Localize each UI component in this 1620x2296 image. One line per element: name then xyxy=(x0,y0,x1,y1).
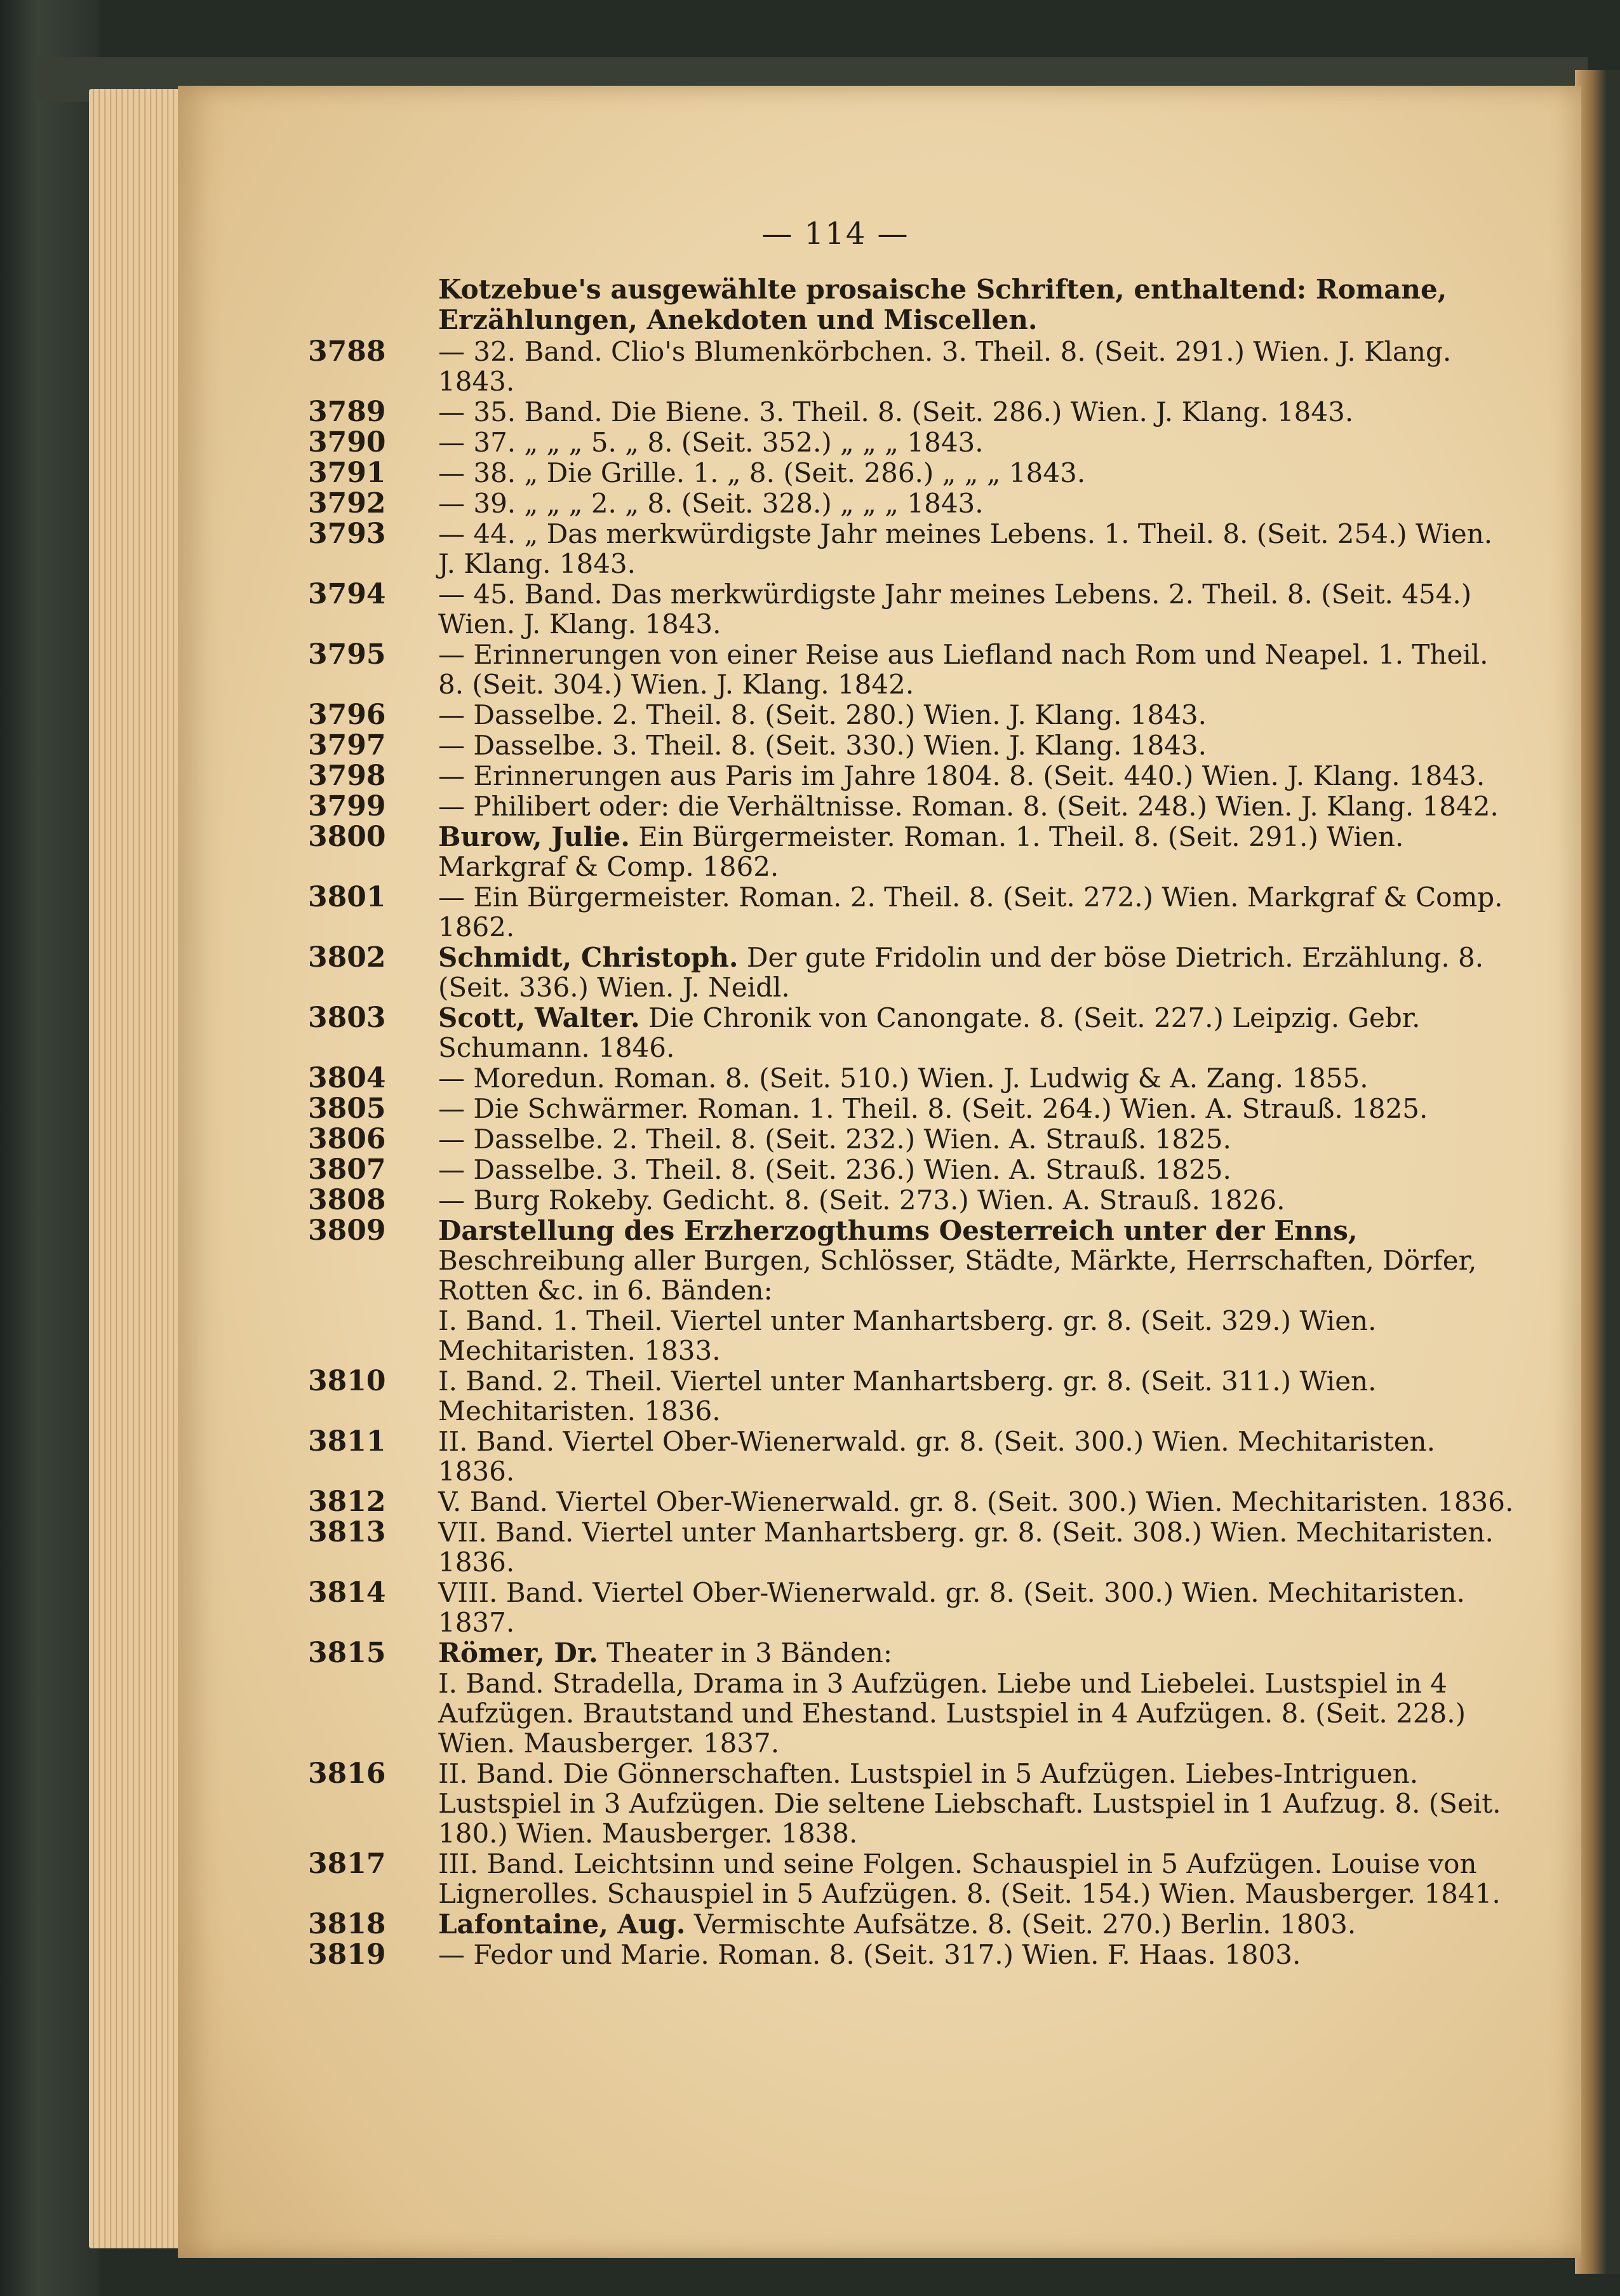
catalog-entry xyxy=(308,1757,1518,1849)
catalog-entry xyxy=(308,1092,1518,1125)
entry-text: — 44. „ Das merkwürdigste Jahr meines Lebens. 1. Theil. 8. (Seit. 254.) Wien. J. Klang. 1843. xyxy=(438,518,1493,579)
entry-number: 3789 xyxy=(308,396,386,428)
entry-text: Ein Bürgermeister. Roman. 1. Theil. 8. (Seit. 291.) Wien. Markgraf & Comp. 1862. xyxy=(438,821,1404,882)
catalog-entry xyxy=(308,1425,1518,1487)
entry-number: 3813 xyxy=(308,1516,386,1548)
entry-number: 3816 xyxy=(308,1757,386,1790)
entry-text: — Dasselbe. 3. Theil. 8. (Seit. 236.) Wien. A. Strauß. 1825. xyxy=(438,1154,1231,1185)
entry-text: — Dasselbe. 2. Theil. 8. (Seit. 232.) Wien. A. Strauß. 1825. xyxy=(438,1124,1231,1155)
section-lead: Kotzebue's ausgewählte prosaische Schriften, enthaltend: Romane, Erzählungen, Anekdoten und Miscellen. xyxy=(438,274,1447,335)
entry-text: I. Band. 2. Theil. Viertel unter Manhartsberg. gr. 8. (Seit. 311.) Wien. Mechitaristen. 1836. xyxy=(438,1366,1377,1427)
entry-author: Burow, Julie. xyxy=(438,821,630,852)
entry-number: 3818 xyxy=(308,1908,386,1940)
entry-number: 3804 xyxy=(308,1062,386,1094)
entry-text: — 39. „ „ „ 2. „ 8. (Seit. 328.) „ „ „ 1843. xyxy=(438,488,984,519)
catalog-entry xyxy=(308,638,1518,700)
entry-text: V. Band. Viertel Ober-Wienerwald. gr. 8. (Seit. 300.) Wien. Mechitaristen. 1836. xyxy=(438,1486,1514,1517)
catalog-entry xyxy=(308,1938,1518,1971)
entry-text: III. Band. Leichtsinn und seine Folgen. Schauspiel in 5 Aufzügen. Louise von Lignerolles. Schauspiel in 5 Aufzügen. 8. (Seit. 154.) Wien. Mausberger. 1841. xyxy=(438,1848,1501,1909)
entry-number: 3814 xyxy=(308,1576,386,1609)
entry-number: 3790 xyxy=(308,426,386,459)
entry-number: 3800 xyxy=(308,821,386,853)
catalog-entry xyxy=(308,487,1518,520)
entry-text: — 45. Band. Das merkwürdigste Jahr meines Lebens. 2. Theil. 8. (Seit. 454.) Wien. J. Klang. 1843. xyxy=(438,579,1472,640)
entry-text: — Dasselbe. 2. Theil. 8. (Seit. 280.) Wien. J. Klang. 1843. xyxy=(438,699,1207,730)
entry-number: 3803 xyxy=(308,1002,386,1034)
catalog-entry xyxy=(308,1908,1518,1940)
catalog-entry xyxy=(308,1062,1518,1094)
entry-number: 3795 xyxy=(308,638,386,671)
entry-text: — Dasselbe. 3. Theil. 8. (Seit. 330.) Wien. J. Klang. 1843. xyxy=(438,730,1207,761)
catalog-entry xyxy=(308,1576,1518,1638)
entry-text: II. Band. Die Gönnerschaften. Lustspiel in 5 Aufzügen. Liebes-Intriguen. Lustspiel in 3 Aufzügen. Die seltene Liebschaft. Lustspiel in 1 Aufzug. 8. (Seit. 180.) Wien. Mausberger. 1838. xyxy=(438,1758,1501,1849)
entry-text: — 35. Band. Die Biene. 3. Theil. 8. (Seit. 286.) Wien. J. Klang. 1843. xyxy=(438,396,1354,427)
catalog-entry xyxy=(308,426,1518,459)
catalog-entry xyxy=(308,1365,1518,1427)
catalog-entry xyxy=(308,1184,1518,1216)
entry-text: Die Chronik von Canongate. 8. (Seit. 227.) Leipzig. Gebr. Schumann. 1846. xyxy=(438,1002,1421,1063)
entry-text: VIII. Band. Viertel Ober-Wienerwald. gr. 8. (Seit. 300.) Wien. Mechitaristen. 1837. xyxy=(438,1577,1465,1638)
entry-text: — Die Schwärmer. Roman. 1. Theil. 8. (Seit. 264.) Wien. A. Strauß. 1825. xyxy=(438,1093,1428,1124)
entry-number: 3796 xyxy=(308,699,386,731)
catalog-entry xyxy=(308,335,1518,397)
entry-text: — 32. Band. Clio's Blumenkörbchen. 3. Theil. 8. (Seit. 291.) Wien. J. Klang. 1843. xyxy=(438,336,1452,397)
entry-text: — Philibert oder: die Verhältnisse. Roman. 8. (Seit. 248.) Wien. J. Klang. 1842. xyxy=(438,791,1499,822)
catalog-entry xyxy=(308,1002,1518,1063)
entry-author: Römer, Dr. xyxy=(438,1637,598,1668)
entry-text: — Ein Bürgermeister. Roman. 2. Theil. 8. (Seit. 272.) Wien. Markgraf & Comp. 1862. xyxy=(438,882,1503,943)
catalog-entry xyxy=(308,1153,1518,1186)
entry-number: 3807 xyxy=(308,1153,386,1186)
entry-text: II. Band. Viertel Ober-Wienerwald. gr. 8. (Seit. 300.) Wien. Mechitaristen. 1836. xyxy=(438,1426,1435,1487)
entry-author: Schmidt, Christoph. xyxy=(438,942,739,973)
entry-number: 3799 xyxy=(308,790,386,822)
catalog-entry xyxy=(308,396,1518,428)
entry-text: Beschreibung aller Burgen, Schlösser, Städte, Märkte, Herrschaften, Dörfer, Rotten &c. in 6. Bänden: xyxy=(438,1245,1477,1306)
entry-text: I. Band. 1. Theil. Viertel unter Manhartsberg. gr. 8. (Seit. 329.) Wien. Mechitaristen. 1833. xyxy=(438,1305,1377,1366)
entry-text: I. Band. Stradella, Drama in 3 Aufzügen. Liebe und Liebelei. Lustspiel in 4 Aufzügen. Brautstand und Ehestand. Lustspiel in 4 Aufzügen. 8. (Seit. 228.) Wien. Mausberger. 1837. xyxy=(438,1668,1466,1759)
entry-number: 3811 xyxy=(308,1425,386,1458)
catalog-entry xyxy=(308,790,1518,822)
catalog-entry xyxy=(308,1214,1518,1306)
entry-number: 3797 xyxy=(308,729,386,762)
page-edges xyxy=(89,89,184,2248)
catalog-entry xyxy=(438,1306,1518,1366)
entry-number: 3812 xyxy=(308,1486,386,1518)
entry-number: 3788 xyxy=(308,335,386,368)
entry-number: 3805 xyxy=(308,1092,386,1125)
catalog-entry xyxy=(308,1123,1518,1155)
catalog-entry xyxy=(308,821,1518,882)
catalog-entry xyxy=(308,1848,1518,1909)
catalog-entry xyxy=(308,1637,1518,1669)
entry-author: Scott, Walter. xyxy=(438,1002,640,1033)
catalog-entry xyxy=(308,578,1518,640)
entry-number: 3817 xyxy=(308,1848,386,1880)
entry-number: 3794 xyxy=(308,578,386,610)
entry-list xyxy=(308,335,1518,1971)
entry-author: Darstellung des Erzherzogthums Oesterreich unter der Enns, xyxy=(438,1215,1358,1246)
catalog-listing xyxy=(308,274,1518,1971)
entry-text: VII. Band. Viertel unter Manhartsberg. gr. 8. (Seit. 308.) Wien. Mechitaristen. 1836. xyxy=(438,1517,1494,1578)
entry-author: Lafontaine, Aug. xyxy=(438,1909,686,1940)
entry-number: 3792 xyxy=(308,487,386,520)
right-page-edge xyxy=(1575,70,1620,2274)
entry-number: 3808 xyxy=(308,1184,386,1216)
entry-text: — Moredun. Roman. 8. (Seit. 510.) Wien. J. Ludwig & A. Zang. 1855. xyxy=(438,1063,1369,1094)
catalog-entry xyxy=(308,1516,1518,1578)
catalog-entry xyxy=(308,941,1518,1003)
entry-text: Der gute Fridolin und der böse Dietrich. Erzählung. 8. (Seit. 336.) Wien. J. Neidl. xyxy=(438,942,1484,1003)
catalog-entry xyxy=(308,729,1518,762)
page-number: — 114 — xyxy=(761,216,909,252)
catalog-entry xyxy=(308,881,1518,943)
entry-number: 3793 xyxy=(308,518,386,550)
entry-text: — Erinnerungen aus Paris im Jahre 1804. 8. (Seit. 440.) Wien. J. Klang. 1843. xyxy=(438,760,1485,791)
catalog-entry xyxy=(308,760,1518,792)
catalog-entry xyxy=(308,457,1518,489)
entry-number: 3809 xyxy=(308,1214,386,1247)
entry-text: — 37. „ „ „ 5. „ 8. (Seit. 352.) „ „ „ 1843. xyxy=(438,427,984,458)
entry-number: 3802 xyxy=(308,941,386,974)
entry-number: 3815 xyxy=(308,1637,386,1669)
entry-text: Vermischte Aufsätze. 8. (Seit. 270.) Berlin. 1803. xyxy=(685,1909,1356,1940)
catalog-entry xyxy=(308,518,1518,579)
catalog-entry xyxy=(308,699,1518,731)
catalog-entry xyxy=(438,1668,1518,1758)
entry-number: 3819 xyxy=(308,1938,386,1971)
entry-number: 3798 xyxy=(308,760,386,792)
entry-text: — Fedor und Marie. Roman. 8. (Seit. 317.) Wien. F. Haas. 1803. xyxy=(438,1939,1301,1970)
entry-text: — 38. „ Die Grille. 1. „ 8. (Seit. 286.) „ „ „ 1843. xyxy=(438,457,1086,488)
entry-number: 3810 xyxy=(308,1365,386,1397)
entry-number: 3801 xyxy=(308,881,386,913)
entry-text: — Burg Rokeby. Gedicht. 8. (Seit. 273.) Wien. A. Strauß. 1826. xyxy=(438,1185,1285,1216)
entry-text: Theater in 3 Bänden: xyxy=(598,1637,892,1668)
entry-number: 3806 xyxy=(308,1123,386,1155)
catalog-entry xyxy=(308,1486,1518,1518)
entry-text: — Erinnerungen von einer Reise aus Liefland nach Rom und Neapel. 1. Theil. 8. (Seit. 304.) Wien. J. Klang. 1842. xyxy=(438,639,1489,700)
entry-number: 3791 xyxy=(308,457,386,489)
